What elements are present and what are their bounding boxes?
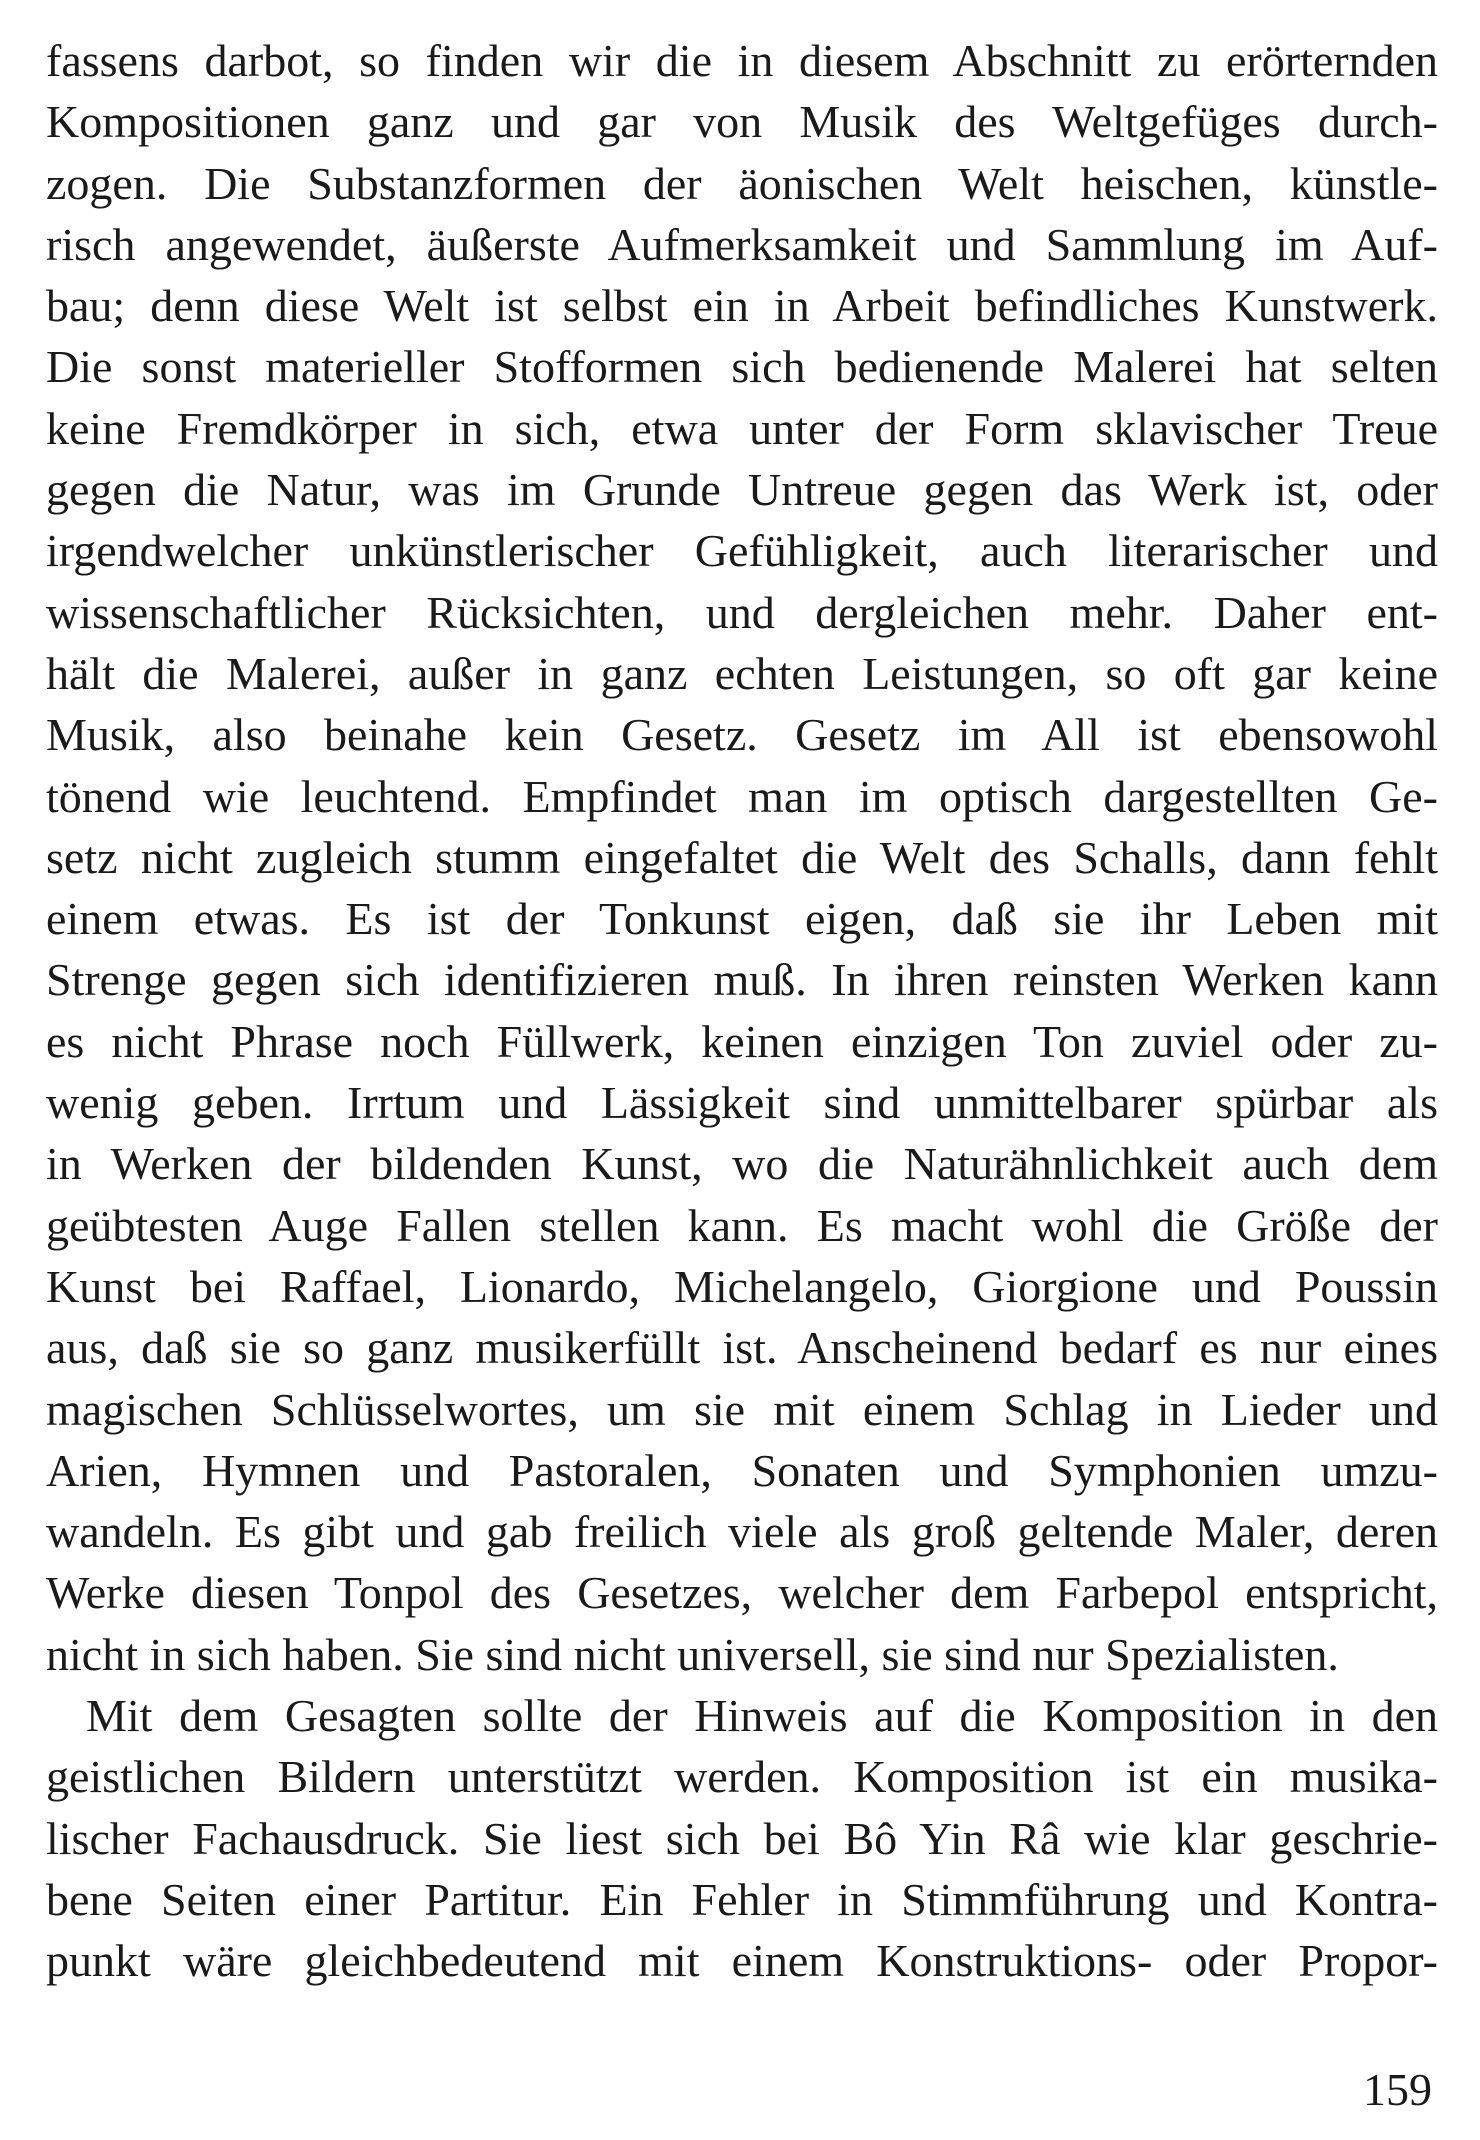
- text-line: Die sonst materieller Stofformen sich bedienende Malerei hat selten: [46, 341, 1438, 393]
- text-line: bau; denn diese Welt ist selbst ein in Arbeit befindliches Kunstwerk.: [46, 280, 1438, 332]
- page-body-text: [46, 30, 1438, 1992]
- text-line: bene Seiten einer Partitur. Ein Fehler in Stimmführung und Kontra-: [46, 1873, 1438, 1925]
- text-line: Strenge gegen sich identifizieren muß. In ihren reinsten Werken kann: [46, 954, 1438, 1006]
- text-line: fassens darbot, so finden wir die in diesem Abschnitt zu erörternden: [46, 35, 1438, 86]
- text-line: nicht in sich haben. Sie sind nicht universell, sie sind nur Spezialisten.: [46, 1628, 1339, 1680]
- text-line: wandeln. Es gibt und gab freilich viele als groß geltende Maler, deren: [46, 1506, 1438, 1558]
- text-line: Musik, also beinahe kein Gesetz. Gesetz im All ist ebensowohl: [46, 709, 1438, 761]
- text-line: Kunst bei Raffael, Lionardo, Michelangelo, Giorgione und Poussin: [46, 1260, 1438, 1312]
- text-line: wissenschaftlicher Rücksichten, und dergleichen mehr. Daher ent-: [46, 586, 1438, 638]
- text-line: gegen die Natur, was im Grunde Untreue gegen das Werk ist, oder: [46, 464, 1438, 516]
- text-line: tönend wie leuchtend. Empfindet man im optisch dargestellten Ge-: [46, 770, 1438, 822]
- text-line: irgendwelcher unkünstlerischer Gefühligkeit, auch literarischer und: [46, 525, 1438, 577]
- text-line: setz nicht zugleich stumm eingefaltet die Welt des Schalls, dann fehlt: [46, 831, 1438, 883]
- text-line: risch angewendet, äußerste Aufmerksamkeit und Sammlung im Auf-: [46, 218, 1438, 270]
- text-line: es nicht Phrase noch Füllwerk, keinen einzigen Ton zuviel oder zu-: [46, 1015, 1438, 1067]
- text-line: hält die Malerei, außer in ganz echten Leistungen, so oft gar keine: [46, 647, 1438, 699]
- text-line: Arien, Hymnen und Pastoralen, Sonaten und Symphonien umzu-: [46, 1444, 1438, 1496]
- text-line: geistlichen Bildern unterstützt werden. Komposition ist ein musika-: [46, 1751, 1438, 1803]
- paragraph-2: [46, 1685, 1438, 1991]
- text-line: Werke diesen Tonpol des Gesetzes, welcher dem Farbepol entspricht,: [46, 1567, 1438, 1619]
- text-line: in Werken der bildenden Kunst, wo die Naturähnlichkeit auch dem: [46, 1138, 1438, 1190]
- text-line: einem etwas. Es ist der Tonkunst eigen, daß sie ihr Leben mit: [46, 893, 1438, 945]
- text-line: keine Fremdkörper in sich, etwa unter der Form sklavischer Treue: [46, 402, 1438, 454]
- text-line: punkt wäre gleichbedeutend mit einem Konstruktions- oder Propor-: [46, 1935, 1438, 1987]
- text-line: aus, daß sie so ganz musikerfüllt ist. Anscheinend bedarf es nur eines: [46, 1322, 1438, 1374]
- text-line: Mit dem Gesagten sollte der Hinweis auf die Komposition in den: [86, 1690, 1438, 1742]
- paragraph-1: [46, 30, 1438, 1685]
- page-number: 159: [1363, 2064, 1432, 2115]
- text-line: zogen. Die Substanzformen der äonischen Welt heischen, künstle-: [46, 157, 1438, 209]
- text-line: wenig geben. Irrtum und Lässigkeit sind unmittelbarer spürbar als: [46, 1077, 1438, 1129]
- text-line: magischen Schlüsselwortes, um sie mit einem Schlag in Lieder und: [46, 1383, 1438, 1435]
- text-line: lischer Fachausdruck. Sie liest sich bei Bô Yin Râ wie klar geschrie-: [46, 1812, 1438, 1864]
- text-line: Kompositionen ganz und gar von Musik des Weltgefüges durch-: [46, 96, 1438, 148]
- text-line: geübtesten Auge Fallen stellen kann. Es macht wohl die Größe der: [46, 1199, 1438, 1251]
